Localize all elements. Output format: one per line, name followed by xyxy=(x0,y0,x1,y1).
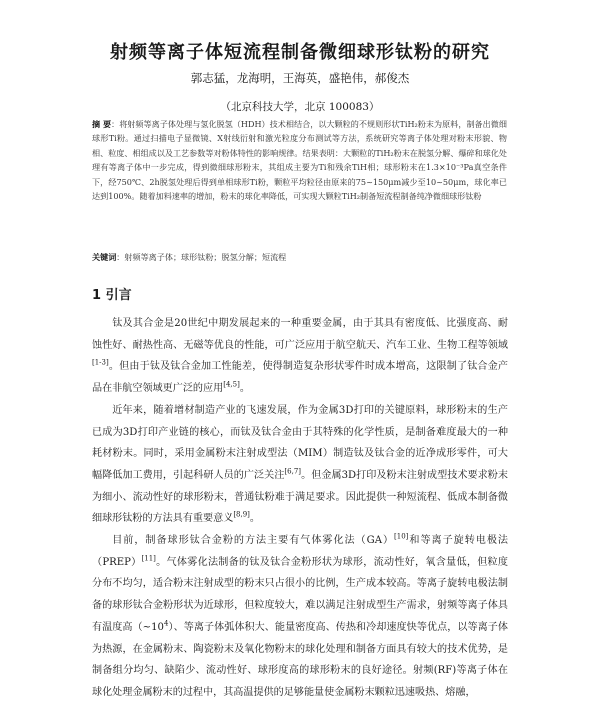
para3-text: ）、等离子体弧体积大、能量密度高、传热和冷却速度快等优点，以等离子体为热源，在金属粉末、陶瓷粉末及氧化物粉末的球化处理和制备方面具有较大的技术优势，是制备组分均匀、缺陷少、流动性好、球形度高的球形粉末的良好途径。射频(RF)等离子体在球化处理金属粉末的过程中，其高温提供的足够能量使金属粉末颗粒迅速吸热、熔融， xyxy=(92,621,508,698)
keywords xyxy=(92,252,507,263)
para3-text: 目前，制备球形钛合金粉的方法主要有气体雾化法（GA） xyxy=(112,535,395,547)
para2-text: 。 xyxy=(249,513,261,525)
paragraph-1 xyxy=(92,313,508,400)
section-heading: 1 引言 xyxy=(92,288,132,303)
citation: [10] xyxy=(394,532,409,541)
citation: [11] xyxy=(141,554,156,563)
paragraph-3 xyxy=(92,530,508,704)
abstract xyxy=(92,117,507,203)
citation: [1-3] xyxy=(92,359,109,368)
keywords-text: ：射频等离子体；球形钛粉；脱氢分解；短流程 xyxy=(116,252,287,262)
para2-text: 近年来，随着增材制造产业的飞速发展，作为金属3D打印的关键原料，球形粉末的生产已成为3D打印产业链的核心，而钛及钛合金由于其特殊的化学性质，是制备难度最大的一种耗材粉末。同时，采用金属粉末注射成型法（MIM）制造钛及钛合金的近净成形零件，可大幅降低加工费用，引起科研人员的广泛关注 xyxy=(92,404,508,481)
citation: [6,7] xyxy=(284,467,302,476)
abstract-text: ：将射频等离子体处理与氢化脱氢（HDH）技术相结合，以大颗粒的不规则形状TiH₂粉末为原料，制备出微细球形Ti粉。通过扫描电子显微镜、X射线衍射和激光粒度分布测试等方法，系统研究等离子体处理对粉末形貌、物相、粒度、相组成以及工艺参数等对粉体特性的影响规律。结果表明：大颗粒的TiH₂粉末在脱氢分解、爆碎和球化处理有等离子体中一步完成，得到微细球形粉末，其组成主要为Ti和残余TiH相；球形粉末在1.3×10⁻³Pa真空条件下，经750℃、2h脱氢处理后得到单相球形Ti粉，颗粒平均粒径由原来的75~150μm减少至10~50μm，球化率已达到100%。随着加料速率的增加，粉末的球化率降低，可实现大颗粒TiH₂制备短流程制备纯净微细球形钛粉 xyxy=(92,119,507,202)
para1-text: 。但由于钛及钛合金加工性能差，使得制造复杂形状零件时成本增高，这限制了钛合金产品在非航空领域更广泛的应用 xyxy=(92,361,508,395)
paper-title: 射频等离子体短流程制备微细球形钛粉的研究 xyxy=(110,42,490,63)
paper-authors: 郭志猛，龙海明，王海英，盛艳伟，郝俊杰 xyxy=(190,71,410,85)
para3-text: 。气体雾化法制备的钛及钛合金粉形状为球形，流动性好，氧含量低，但粒度分布不均匀，适合粉末注射成型的粉末只占很小的比例，生产成本较高。等离子旋转电极法制备的球形钛合金粉形状为近球形，但粒度较大，难以满足注射成型生产需求，射频等离子体具有温度高（~10 xyxy=(92,556,508,633)
exponent: 4 xyxy=(163,619,169,628)
citation: [4,5] xyxy=(223,380,240,389)
body-text xyxy=(92,313,508,704)
keywords-label: 关键词 xyxy=(92,252,117,262)
abstract-label: 摘 要 xyxy=(92,119,112,129)
para1-text: 。 xyxy=(239,383,250,395)
paragraph-2 xyxy=(92,400,508,530)
paper-affiliation: （北京科技大学，北京 100083） xyxy=(220,101,380,113)
para1-text: 钛及其合金是20世纪中期发展起来的一种重要金属，由于其具有密度低、比强度高、耐蚀性好、耐热性高、无磁等优良的性能，可广泛应用于航空航天、汽车工业、生物工程等领域 xyxy=(92,318,508,351)
para2-text: 。但金属3D打印及粉末注射成型技术要求粉末为细小、流动性好的球形粉末，普通钛粉难于满足要求。因此提供一种短流程、低成本制备微细球形钛粉的方法具有重要意义 xyxy=(92,469,508,525)
para3-text: 和等离子旋转电极法（PREP） xyxy=(92,535,508,568)
citation: [8,9] xyxy=(233,510,250,519)
